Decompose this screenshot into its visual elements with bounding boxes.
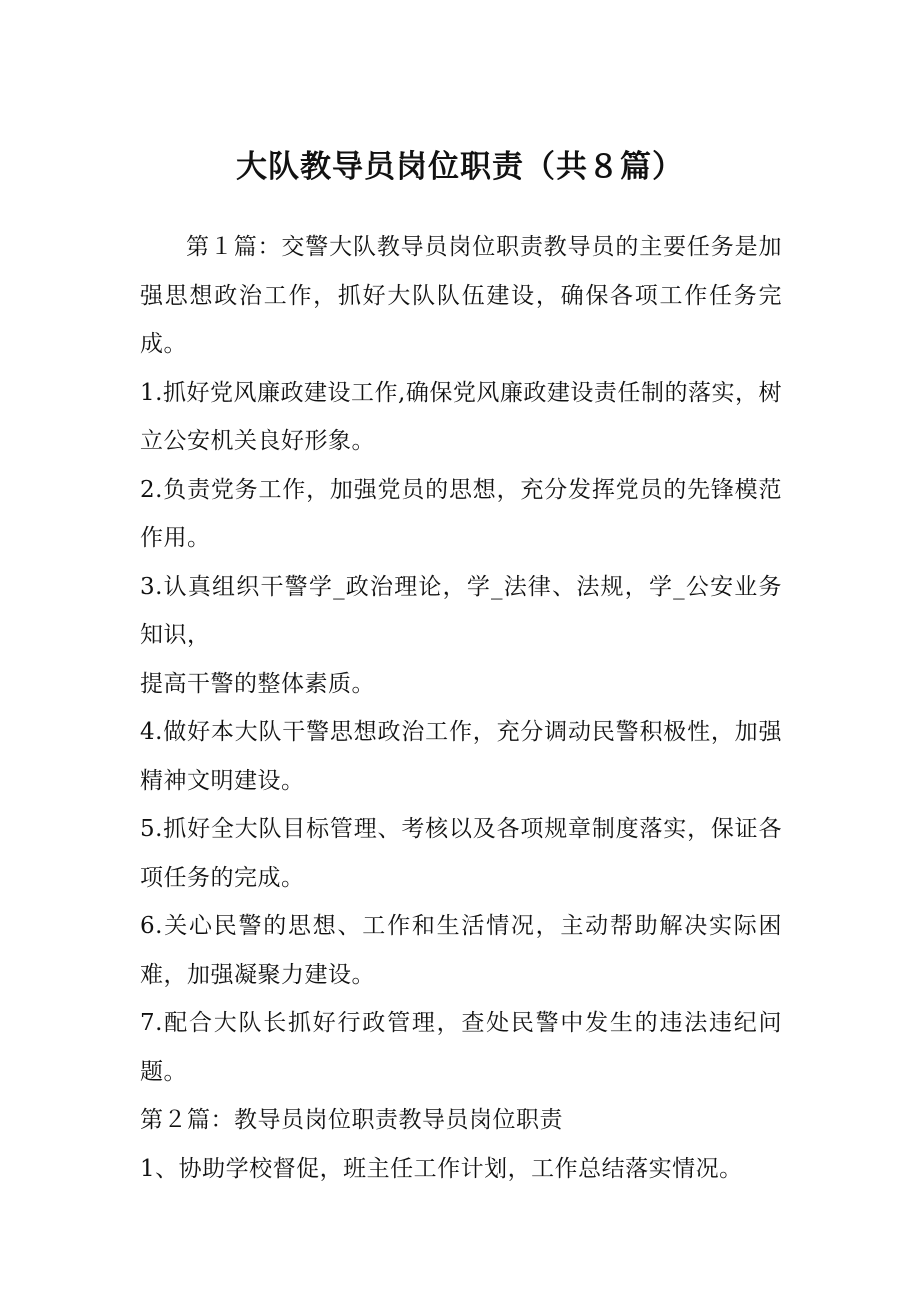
paragraph-item-7: 7.配合大队长抓好行政管理，查处民警中发生的违法违纪问题。	[140, 1010, 782, 1085]
paragraph-item-3-continued: 提高干警的整体素质。	[140, 670, 375, 697]
section-heading-2: 第２篇：教导员岗位职责教导员岗位职责	[140, 1107, 563, 1133]
document-body	[140, 223, 782, 1193]
paragraph-item-6: 6.关心民警的思想、工作和生活情况，主动帮助解决实际困难，加强凝聚力建设。	[140, 913, 782, 988]
paragraph-item-1: 1.抓好党风廉政建设工作,确保党风廉政建设责任制的落实，树立公安机关良好形象。	[140, 379, 782, 454]
paragraph-intro: 第１篇：交警大队教导员岗位职责教导员的主要任务是加强思想政治工作，抓好大队队伍建设，确保各项工作任务完成。	[140, 234, 782, 357]
paragraph-section-2-item-1: 1、协助学校督促，班主任工作计划，工作总结落实情况。	[140, 1155, 743, 1182]
paragraph-item-4: 4.做好本大队干警思想政治工作，充分调动民警积极性，加强精神文明建设。	[140, 719, 782, 794]
paragraph-item-3: 3.认真组织干警学_政治理论，学_法律、法规，学_公安业务知识，	[140, 573, 782, 648]
document-title: 大队教导员岗位职责（共８篇）	[236, 149, 684, 185]
paragraph-item-2: 2.负责党务工作，加强党员的思想，充分发挥党员的先锋模范作用。	[140, 476, 782, 551]
paragraph-item-5: 5.抓好全大队目标管理、考核以及各项规章制度落实，保证各项任务的完成。	[140, 816, 782, 891]
